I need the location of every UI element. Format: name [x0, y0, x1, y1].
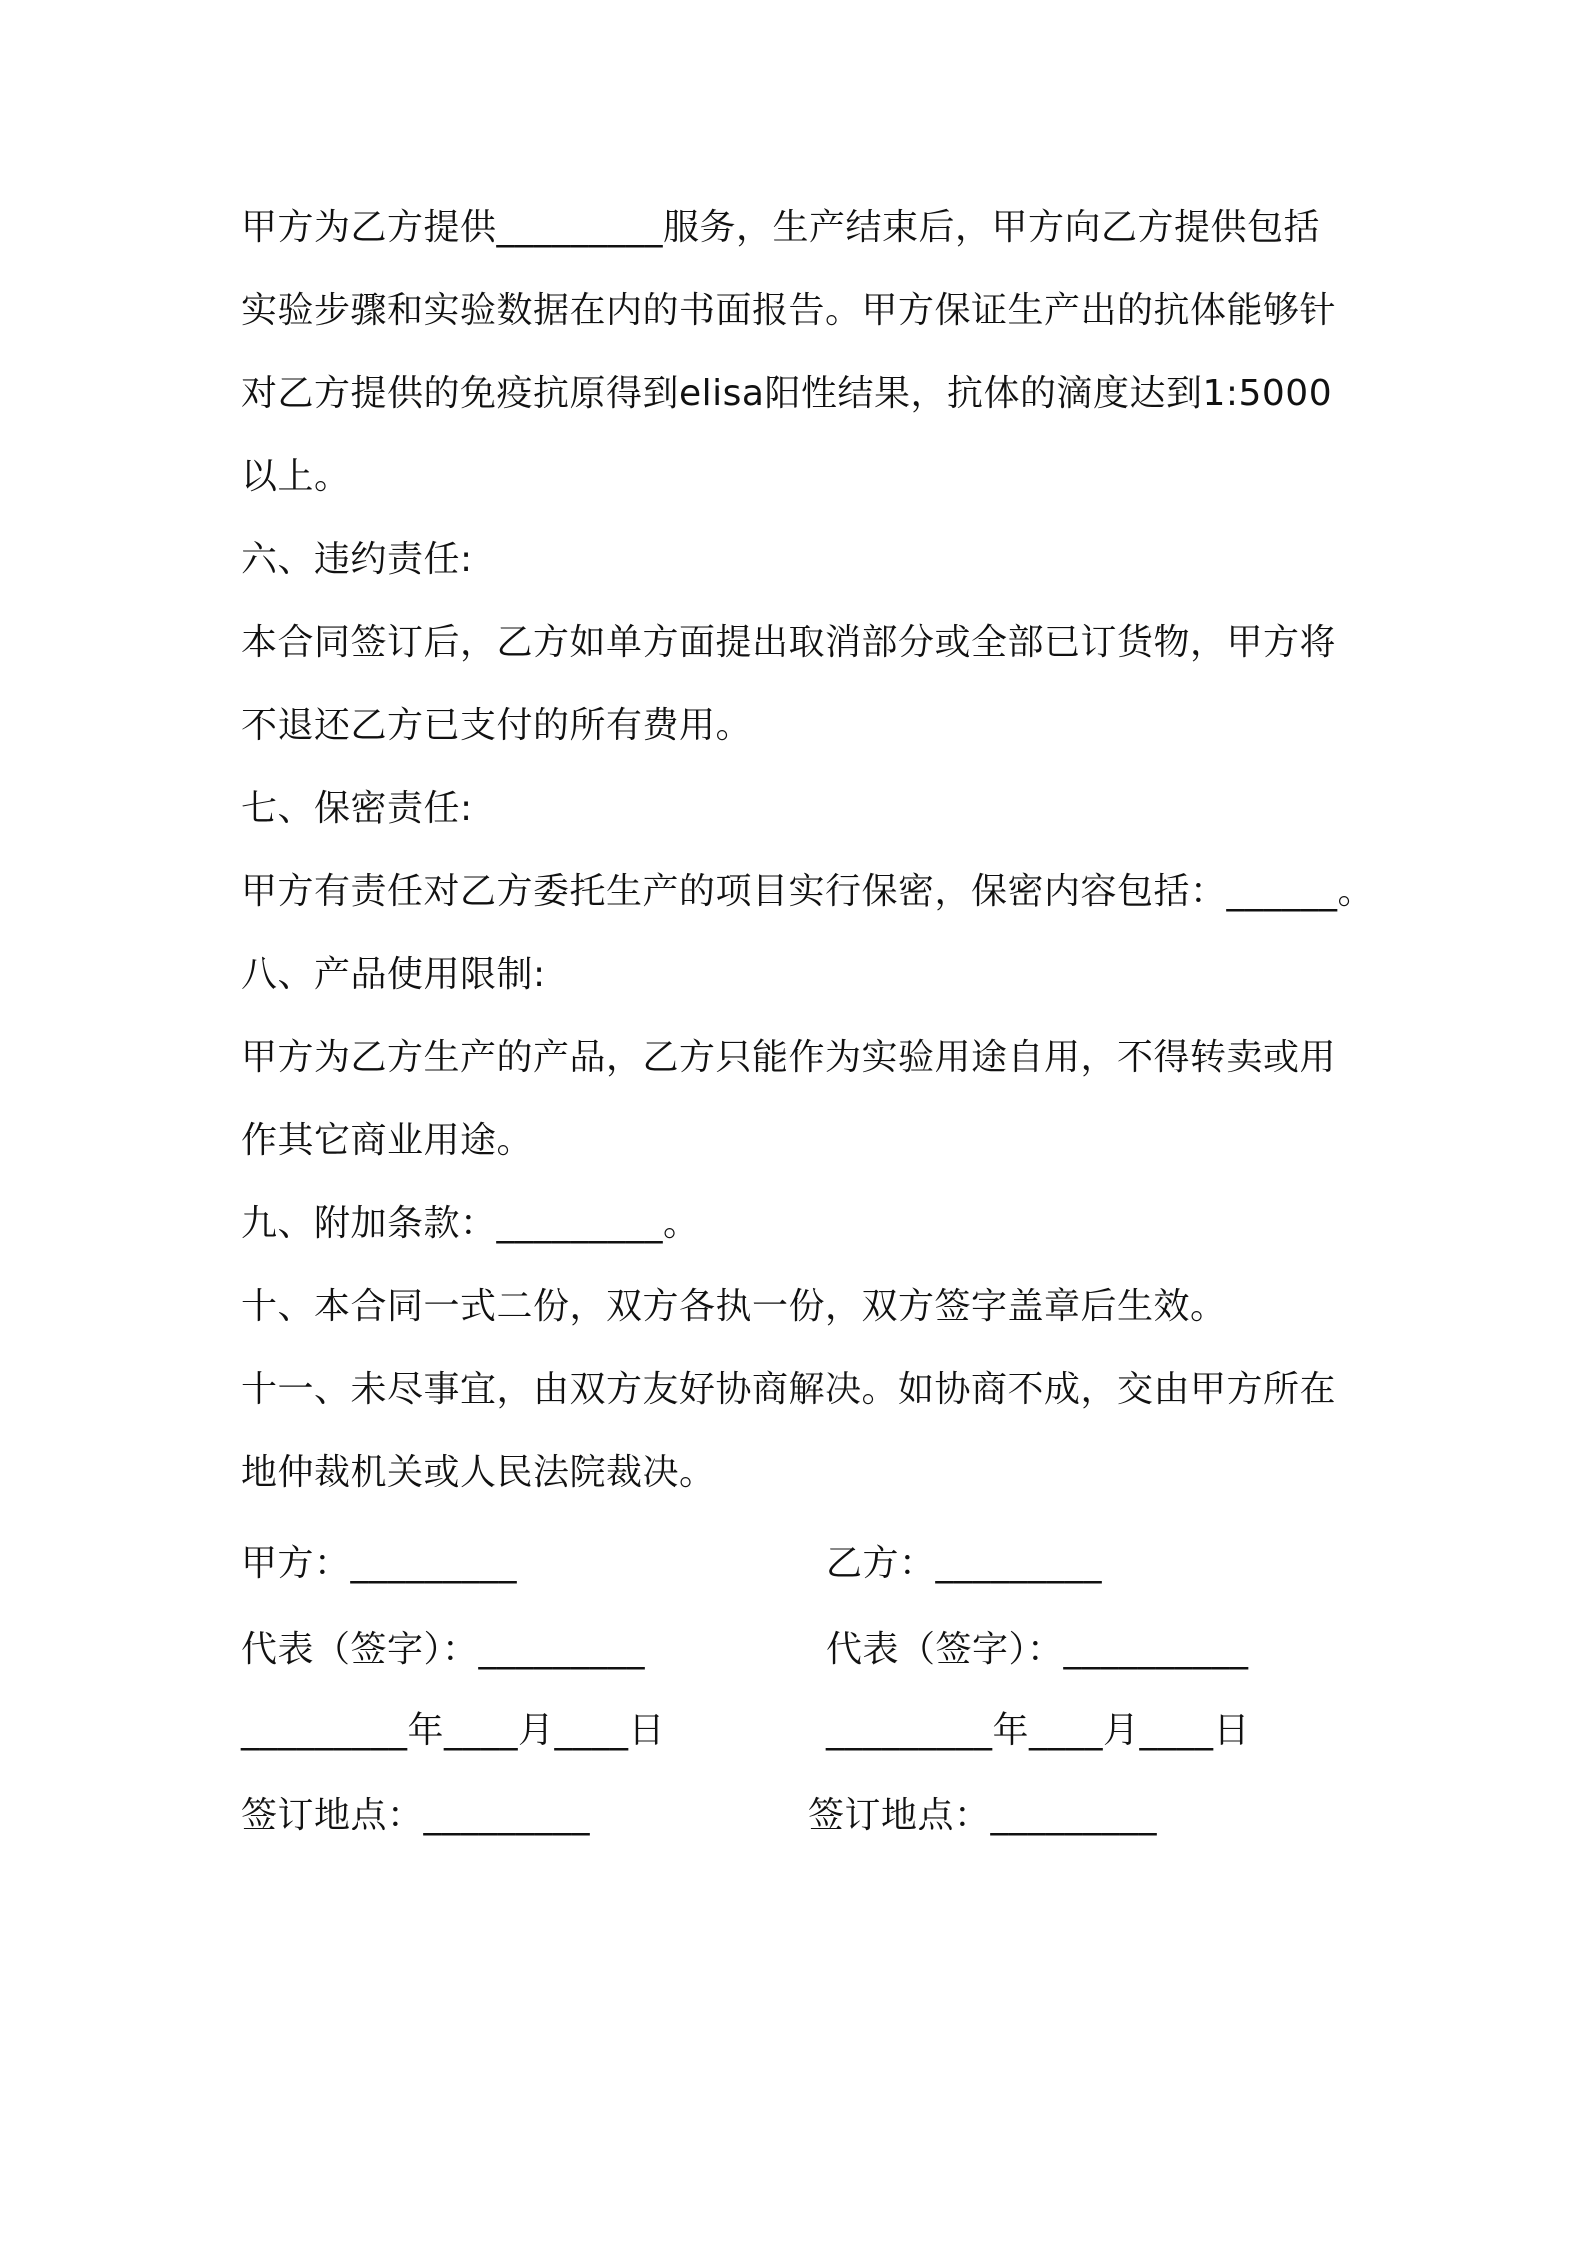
section-9-line: 九、附加条款：_________。 [241, 1203, 700, 1244]
party-a-name-field: 甲方：_________ [241, 1543, 518, 1584]
section-10-line: 十、本合同一式二份，双方各执一份，双方签字盖章后生效。 [241, 1286, 1227, 1327]
party-b-place-field: 签订地点：_________ [808, 1795, 1158, 1836]
section-8-line-1: 甲方为乙方生产的产品，乙方只能作为实验用途自用，不得转卖或用 [241, 1037, 1337, 1078]
party-a-date-field: _________年____月____日 [241, 1710, 665, 1751]
intro-line-3: 对乙方提供的免疫抗原得到elisa阳性结果，抗体的滴度达到1:5000 [241, 373, 1333, 414]
party-a-place-field: 签订地点：_________ [241, 1795, 591, 1836]
intro-line-2: 实验步骤和实验数据在内的书面报告。甲方保证生产出的抗体能够针 [241, 290, 1337, 331]
section-8-line-2: 作其它商业用途。 [241, 1120, 534, 1161]
section-6-line-2: 不退还乙方已支付的所有费用。 [241, 705, 753, 746]
party-a-representative-field: 代表（签字）：_________ [241, 1629, 646, 1670]
section-7-heading: 七、保密责任: [241, 788, 473, 829]
intro-line-4: 以上。 [241, 456, 351, 497]
section-8-heading: 八、产品使用限制: [241, 954, 546, 995]
party-b-name-field: 乙方：_________ [826, 1543, 1103, 1584]
section-11-line-2: 地仲裁机关或人民法院裁决。 [241, 1452, 716, 1493]
section-11-line-1: 十一、未尽事宜，由双方友好协商解决。如协商不成，交由甲方所在 [241, 1369, 1337, 1410]
intro-line-1: 甲方为乙方提供_________服务，生产结束后，甲方向乙方提供包括 [241, 207, 1321, 248]
section-7-line-1: 甲方有责任对乙方委托生产的项目实行保密，保密内容包括：______。 [241, 871, 1375, 912]
section-6-line-1: 本合同签订后，乙方如单方面提出取消部分或全部已订货物，甲方将 [241, 622, 1337, 663]
section-6-heading: 六、违约责任: [241, 539, 473, 580]
party-b-date-field: _________年____月____日 [826, 1710, 1250, 1751]
party-b-representative-field: 代表（签字）：__________ [826, 1629, 1249, 1670]
